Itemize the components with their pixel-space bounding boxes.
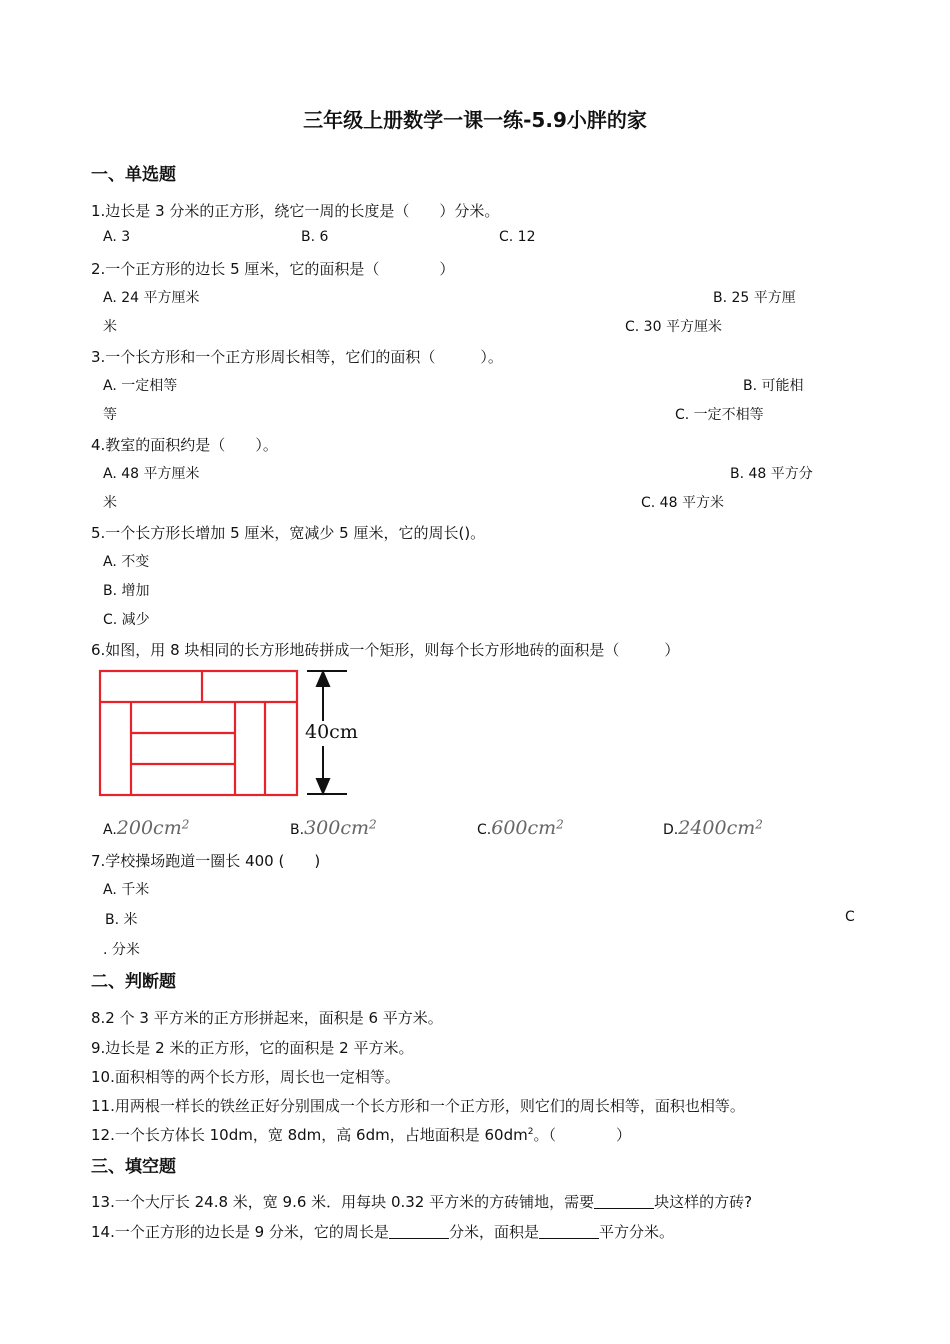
question-7: 7.学校操场跑道一圈长 400 ( ) — [91, 852, 321, 870]
section-heading-single-choice: 一、单选题 — [91, 165, 176, 185]
question-12 — [91, 1124, 631, 1145]
section-heading-fill-in: 三、填空题 — [91, 1157, 176, 1177]
question-11: 11.用两根一样长的铁丝正好分别围成一个长方形和一个正方形，则它们的周长相等，面积也相等。 — [91, 1097, 745, 1115]
q2-option-c[interactable]: C. 30 平方厘米 — [625, 319, 722, 335]
q14-text-end: 平方分米。 — [598, 1223, 674, 1241]
question-2: 2.一个正方形的边长 5 厘米，它的面积是（ ） — [91, 260, 455, 278]
tile-figure — [95, 666, 365, 801]
exponent: 2 — [369, 817, 377, 832]
q3-option-b[interactable]: B. 可能相 — [743, 378, 804, 394]
option-letter: A. — [103, 822, 117, 838]
question-9: 9.边长是 2 米的正方形，它的面积是 2 平方米。 — [91, 1039, 414, 1057]
q3-option-b-wrap: 等 — [103, 407, 117, 423]
exponent: 2 — [755, 817, 763, 832]
option-value: 2400cm — [678, 817, 756, 839]
q12-answer-paren: 。（ ） — [533, 1126, 631, 1144]
q4-option-b-wrap: 米 — [103, 495, 117, 511]
exponent: 2 — [181, 817, 190, 832]
q2-option-b[interactable]: B. 25 平方厘 — [713, 290, 796, 306]
question-10: 10.面积相等的两个长方形，周长也一定相等。 — [91, 1068, 400, 1086]
q4-option-b[interactable]: B. 48 平方分 — [730, 466, 813, 482]
question-3: 3.一个长方形和一个正方形周长相等，它们的面积（ ）。 — [91, 348, 503, 366]
question-13 — [91, 1191, 752, 1212]
question-4: 4.教室的面积约是（ ）。 — [91, 436, 278, 454]
option-value: 300cm — [304, 817, 369, 839]
option-letter: D. — [663, 822, 679, 838]
q3-option-a[interactable]: A. 一定相等 — [103, 378, 178, 394]
q14-text-mid: 分米，面积是 — [448, 1223, 539, 1241]
q6-option-a[interactable] — [103, 817, 189, 839]
question-14 — [91, 1221, 674, 1242]
q2-option-a[interactable]: A. 24 平方厘米 — [103, 290, 200, 306]
option-letter: B. — [290, 822, 305, 838]
q7-option-c-wrap: . 分米 — [103, 942, 140, 958]
q13-text-end: 块这样的方砖? — [654, 1193, 753, 1211]
q7-option-b[interactable]: B. 米 — [105, 912, 138, 928]
q1-option-a[interactable]: A. 3 — [103, 229, 131, 245]
page-title: 三年级上册数学一课一练-5.9小胖的家 — [303, 108, 647, 132]
q12-text: 12.一个长方体长 10dm，宽 8dm，高 6dm，占地面积是 60dm — [91, 1126, 528, 1144]
q12-superscript: 2 — [527, 1127, 534, 1137]
option-value: 200cm — [116, 817, 182, 839]
q7-option-a[interactable]: A. 千米 — [103, 882, 150, 898]
q14-blank-area[interactable] — [539, 1224, 599, 1239]
q3-option-c[interactable]: C. 一定不相等 — [675, 407, 764, 423]
q14-text: 14.一个正方形的边长是 9 分米，它的周长是 — [91, 1223, 389, 1241]
q6-option-d[interactable] — [663, 817, 763, 839]
q13-text: 13.一个大厅长 24.8 米，宽 9.6 米．用每块 0.32 平方米的方砖铺地，需要 — [91, 1193, 595, 1211]
option-letter: C. — [477, 822, 492, 838]
q6-option-c[interactable] — [477, 817, 564, 839]
exponent: 2 — [556, 817, 564, 832]
q14-blank-perimeter[interactable] — [389, 1224, 449, 1239]
question-5: 5.一个长方形长增加 5 厘米，宽减少 5 厘米，它的周长()。 — [91, 524, 486, 542]
q6-option-b[interactable] — [290, 817, 377, 839]
q4-option-c[interactable]: C. 48 平方米 — [641, 495, 724, 511]
question-8: 8.2 个 3 平方米的正方形拼起来，面积是 6 平方米。 — [91, 1009, 443, 1027]
tile-rectangles — [100, 671, 297, 795]
q5-option-a[interactable]: A. 不变 — [103, 554, 150, 570]
option-value: 600cm — [491, 817, 557, 839]
q7-option-c[interactable]: C — [845, 909, 855, 925]
q1-option-b[interactable]: B. 6 — [301, 229, 329, 245]
q2-option-b-wrap: 米 — [103, 319, 117, 335]
q5-option-b[interactable]: B. 增加 — [103, 583, 150, 599]
question-1: 1.边长是 3 分米的正方形，绕它一周的长度是（ ）分米。 — [91, 202, 500, 220]
q5-option-c[interactable]: C. 减少 — [103, 612, 150, 628]
question-6: 6.如图，用 8 块相同的长方形地砖拼成一个矩形，则每个长方形地砖的面积是（ ） — [91, 641, 680, 659]
q1-option-c[interactable]: C. 12 — [499, 229, 536, 245]
q13-blank[interactable] — [594, 1194, 654, 1209]
q4-option-a[interactable]: A. 48 平方厘米 — [103, 466, 200, 482]
height-label: 40cm — [305, 721, 358, 743]
section-heading-true-false: 二、判断题 — [91, 972, 176, 992]
